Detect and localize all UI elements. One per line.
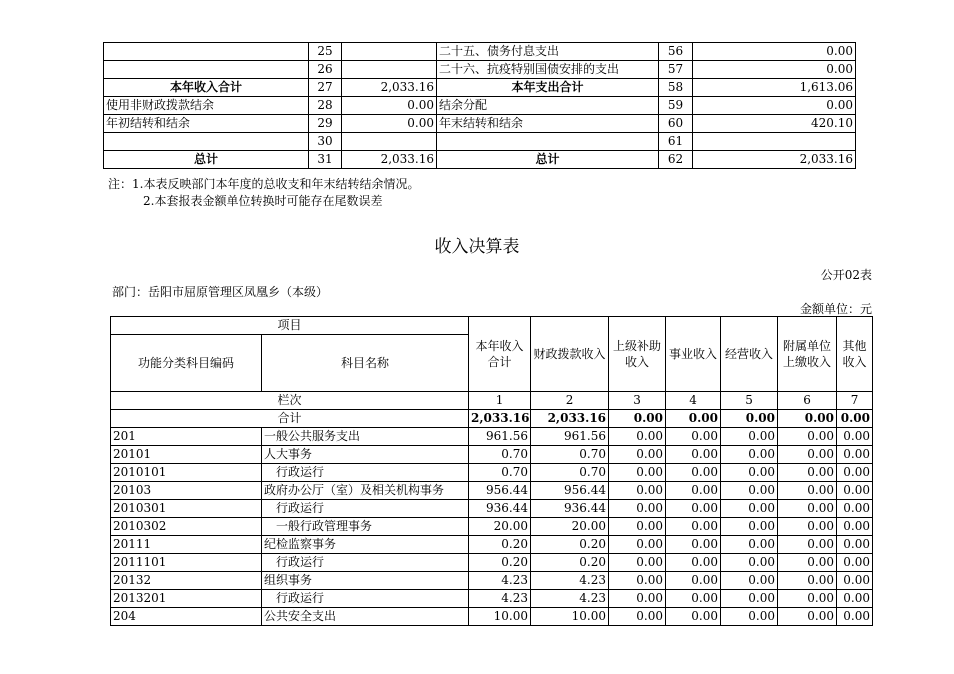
row-value: 0.00 bbox=[666, 428, 721, 446]
row-value: 0.00 bbox=[778, 590, 837, 608]
unit-label: 金额单位：元 bbox=[799, 302, 872, 316]
row-value: 0.00 bbox=[666, 482, 721, 500]
row-value: 0.00 bbox=[721, 608, 778, 626]
row-value: 0.00 bbox=[609, 464, 666, 482]
summary-right-value bbox=[693, 133, 856, 151]
row-value: 0.00 bbox=[778, 554, 837, 572]
row-code: 20111 bbox=[111, 536, 262, 554]
row-value: 0.00 bbox=[778, 464, 837, 482]
header-col-4: 事业收入 bbox=[666, 317, 721, 392]
row-value: 0.00 bbox=[778, 572, 837, 590]
table-row bbox=[111, 500, 873, 518]
row-value: 0.00 bbox=[609, 500, 666, 518]
summary-left-no: 27 bbox=[309, 79, 342, 97]
row-value: 0.00 bbox=[778, 482, 837, 500]
header-name: 科目名称 bbox=[262, 335, 469, 392]
summary-left-value: 2,033.16 bbox=[342, 151, 437, 169]
row-value: 956.44 bbox=[469, 482, 531, 500]
total-value: 0.00 bbox=[778, 410, 837, 428]
row-value: 0.20 bbox=[469, 554, 531, 572]
row-value: 0.00 bbox=[778, 500, 837, 518]
summary-right-label: 二十六、抗疫特别国债安排的支出 bbox=[437, 61, 659, 79]
row-value: 0.00 bbox=[778, 536, 837, 554]
row-value: 0.00 bbox=[666, 590, 721, 608]
row-code: 20101 bbox=[111, 446, 262, 464]
row-value: 0.00 bbox=[721, 464, 778, 482]
row-value: 0.00 bbox=[837, 554, 873, 572]
row-code: 204 bbox=[111, 608, 262, 626]
row-name: 行政运行 bbox=[262, 464, 469, 482]
col-no-2: 2 bbox=[531, 392, 609, 410]
summary-left-value bbox=[342, 133, 437, 151]
col-no-3: 3 bbox=[609, 392, 666, 410]
row-value: 4.23 bbox=[469, 590, 531, 608]
row-code: 2010302 bbox=[111, 518, 262, 536]
form-code: 公开02表 bbox=[820, 268, 872, 282]
note-line-2: 2.本套报表金额单位转换时可能存在尾数误差 bbox=[143, 194, 383, 208]
summary-left-value: 0.00 bbox=[342, 115, 437, 133]
row-value: 0.00 bbox=[837, 446, 873, 464]
row-value: 0.00 bbox=[609, 572, 666, 590]
summary-row bbox=[104, 97, 856, 115]
row-name: 行政运行 bbox=[262, 500, 469, 518]
table-row bbox=[111, 536, 873, 554]
total-value: 0.00 bbox=[837, 410, 873, 428]
summary-left-value: 2,033.16 bbox=[342, 79, 437, 97]
note-line-1: 注：1.本表反映部门本年度的总收支和年末结转结余情况。 bbox=[108, 177, 420, 191]
summary-left-no: 25 bbox=[309, 43, 342, 61]
row-value: 0.20 bbox=[469, 536, 531, 554]
row-name: 行政运行 bbox=[262, 590, 469, 608]
row-value: 0.00 bbox=[666, 536, 721, 554]
row-code: 20132 bbox=[111, 572, 262, 590]
row-value: 0.00 bbox=[609, 446, 666, 464]
summary-left-no: 29 bbox=[309, 115, 342, 133]
row-value: 0.00 bbox=[837, 428, 873, 446]
row-value: 0.00 bbox=[721, 590, 778, 608]
col-no-4: 4 bbox=[666, 392, 721, 410]
summary-left-label: 年初结转和结余 bbox=[104, 115, 309, 133]
row-value: 0.00 bbox=[666, 572, 721, 590]
row-value: 10.00 bbox=[531, 608, 609, 626]
summary-left-label: 本年收入合计 bbox=[104, 79, 309, 97]
summary-right-value: 420.10 bbox=[693, 115, 856, 133]
summary-right-no: 57 bbox=[659, 61, 693, 79]
summary-row bbox=[104, 79, 856, 97]
row-value: 961.56 bbox=[469, 428, 531, 446]
header-project: 项目 bbox=[111, 317, 469, 335]
row-name: 组织事务 bbox=[262, 572, 469, 590]
row-value: 0.20 bbox=[531, 554, 609, 572]
summary-right-no: 59 bbox=[659, 97, 693, 115]
row-value: 0.00 bbox=[609, 590, 666, 608]
total-value: 2,033.16 bbox=[469, 410, 531, 428]
summary-right-label: 二十五、债务付息支出 bbox=[437, 43, 659, 61]
header-col-6: 附属单位上缴收入 bbox=[778, 317, 837, 392]
row-value: 0.70 bbox=[469, 446, 531, 464]
row-value: 20.00 bbox=[531, 518, 609, 536]
table-row bbox=[111, 428, 873, 446]
row-label: 栏次 bbox=[111, 392, 469, 410]
total-value: 0.00 bbox=[721, 410, 778, 428]
row-name: 人大事务 bbox=[262, 446, 469, 464]
row-name: 政府办公厅（室）及相关机构事务 bbox=[262, 482, 469, 500]
summary-left-label bbox=[104, 133, 309, 151]
row-value: 0.00 bbox=[837, 500, 873, 518]
row-value: 0.70 bbox=[531, 464, 609, 482]
total-value: 2,033.16 bbox=[531, 410, 609, 428]
row-name: 一般公共服务支出 bbox=[262, 428, 469, 446]
summary-table bbox=[103, 42, 856, 169]
table-row bbox=[111, 572, 873, 590]
row-value: 0.20 bbox=[531, 536, 609, 554]
summary-right-value: 0.00 bbox=[693, 61, 856, 79]
row-value: 956.44 bbox=[531, 482, 609, 500]
header-col-2: 财政拨款收入 bbox=[531, 317, 609, 392]
row-value: 0.00 bbox=[778, 428, 837, 446]
header-col-5: 经营收入 bbox=[721, 317, 778, 392]
summary-right-no: 56 bbox=[659, 43, 693, 61]
header-code: 功能分类科目编码 bbox=[111, 335, 262, 392]
row-value: 4.23 bbox=[531, 572, 609, 590]
summary-left-no: 31 bbox=[309, 151, 342, 169]
summary-left-label: 总计 bbox=[104, 151, 309, 169]
col-no-6: 6 bbox=[778, 392, 837, 410]
table-row bbox=[111, 590, 873, 608]
row-value: 0.00 bbox=[721, 554, 778, 572]
summary-left-no: 28 bbox=[309, 97, 342, 115]
income-table bbox=[110, 316, 873, 626]
row-value: 936.44 bbox=[531, 500, 609, 518]
table-row bbox=[111, 518, 873, 536]
table-row bbox=[111, 554, 873, 572]
row-value: 0.00 bbox=[721, 428, 778, 446]
total-value: 0.00 bbox=[609, 410, 666, 428]
row-code: 201 bbox=[111, 428, 262, 446]
row-value: 0.00 bbox=[609, 428, 666, 446]
row-value: 0.00 bbox=[609, 554, 666, 572]
row-value: 0.70 bbox=[469, 464, 531, 482]
row-value: 961.56 bbox=[531, 428, 609, 446]
summary-right-value: 1,613.06 bbox=[693, 79, 856, 97]
row-value: 0.00 bbox=[837, 482, 873, 500]
column-number-row bbox=[111, 392, 873, 410]
row-code: 20103 bbox=[111, 482, 262, 500]
row-value: 0.00 bbox=[837, 464, 873, 482]
row-value: 0.00 bbox=[837, 608, 873, 626]
summary-left-label bbox=[104, 43, 309, 61]
summary-left-no: 26 bbox=[309, 61, 342, 79]
row-value: 0.00 bbox=[837, 518, 873, 536]
table-row bbox=[111, 482, 873, 500]
header-col-3: 上级补助收入 bbox=[609, 317, 666, 392]
row-value: 0.00 bbox=[778, 608, 837, 626]
row-name: 纪检监察事务 bbox=[262, 536, 469, 554]
summary-right-no: 58 bbox=[659, 79, 693, 97]
row-value: 0.70 bbox=[531, 446, 609, 464]
row-value: 4.23 bbox=[531, 590, 609, 608]
row-value: 0.00 bbox=[837, 590, 873, 608]
summary-left-value bbox=[342, 61, 437, 79]
row-value: 0.00 bbox=[837, 572, 873, 590]
row-value: 20.00 bbox=[469, 518, 531, 536]
row-code: 2010101 bbox=[111, 464, 262, 482]
row-value: 0.00 bbox=[721, 536, 778, 554]
summary-right-label: 总计 bbox=[437, 151, 659, 169]
summary-left-value: 0.00 bbox=[342, 97, 437, 115]
row-value: 0.00 bbox=[666, 446, 721, 464]
row-value: 936.44 bbox=[469, 500, 531, 518]
summary-right-label: 年末结转和结余 bbox=[437, 115, 659, 133]
total-row bbox=[111, 410, 873, 428]
col-no-1: 1 bbox=[469, 392, 531, 410]
summary-right-label bbox=[437, 133, 659, 151]
page-title: 收入决算表 bbox=[434, 237, 520, 257]
row-value: 0.00 bbox=[837, 536, 873, 554]
row-code: 2011101 bbox=[111, 554, 262, 572]
row-value: 0.00 bbox=[721, 500, 778, 518]
row-value: 0.00 bbox=[609, 482, 666, 500]
summary-left-label bbox=[104, 61, 309, 79]
col-no-5: 5 bbox=[721, 392, 778, 410]
row-value: 0.00 bbox=[609, 536, 666, 554]
row-value: 0.00 bbox=[778, 446, 837, 464]
row-value: 0.00 bbox=[609, 608, 666, 626]
row-value: 0.00 bbox=[666, 554, 721, 572]
row-value: 0.00 bbox=[609, 518, 666, 536]
summary-row bbox=[104, 133, 856, 151]
row-value: 0.00 bbox=[721, 446, 778, 464]
row-name: 公共安全支出 bbox=[262, 608, 469, 626]
summary-right-value: 0.00 bbox=[693, 43, 856, 61]
header-row-1 bbox=[111, 317, 873, 335]
table-row bbox=[111, 608, 873, 626]
row-value: 0.00 bbox=[721, 482, 778, 500]
row-value: 0.00 bbox=[721, 518, 778, 536]
summary-right-no: 61 bbox=[659, 133, 693, 151]
row-name: 行政运行 bbox=[262, 554, 469, 572]
table-row bbox=[111, 464, 873, 482]
summary-right-value: 2,033.16 bbox=[693, 151, 856, 169]
row-code: 2013201 bbox=[111, 590, 262, 608]
col-no-7: 7 bbox=[837, 392, 873, 410]
row-value: 0.00 bbox=[666, 608, 721, 626]
summary-right-label: 结余分配 bbox=[437, 97, 659, 115]
total-label: 合计 bbox=[111, 410, 469, 428]
summary-row bbox=[104, 151, 856, 169]
summary-row bbox=[104, 43, 856, 61]
row-value: 10.00 bbox=[469, 608, 531, 626]
summary-right-label: 本年支出合计 bbox=[437, 79, 659, 97]
row-value: 0.00 bbox=[666, 464, 721, 482]
summary-left-value bbox=[342, 43, 437, 61]
row-name: 一般行政管理事务 bbox=[262, 518, 469, 536]
row-value: 0.00 bbox=[666, 518, 721, 536]
header-col-7: 其他收入 bbox=[837, 317, 873, 392]
summary-right-no: 62 bbox=[659, 151, 693, 169]
summary-left-no: 30 bbox=[309, 133, 342, 151]
summary-right-no: 60 bbox=[659, 115, 693, 133]
table-row bbox=[111, 446, 873, 464]
summary-left-label: 使用非财政拨款结余 bbox=[104, 97, 309, 115]
row-value: 0.00 bbox=[721, 572, 778, 590]
summary-right-value: 0.00 bbox=[693, 97, 856, 115]
row-value: 0.00 bbox=[666, 500, 721, 518]
row-value: 0.00 bbox=[778, 518, 837, 536]
row-code: 2010301 bbox=[111, 500, 262, 518]
summary-row bbox=[104, 115, 856, 133]
row-value: 4.23 bbox=[469, 572, 531, 590]
department-label: 部门：岳阳市屈原管理区凤凰乡（本级） bbox=[112, 285, 329, 299]
total-value: 0.00 bbox=[666, 410, 721, 428]
header-col-1: 本年收入合计 bbox=[469, 317, 531, 392]
summary-row bbox=[104, 61, 856, 79]
